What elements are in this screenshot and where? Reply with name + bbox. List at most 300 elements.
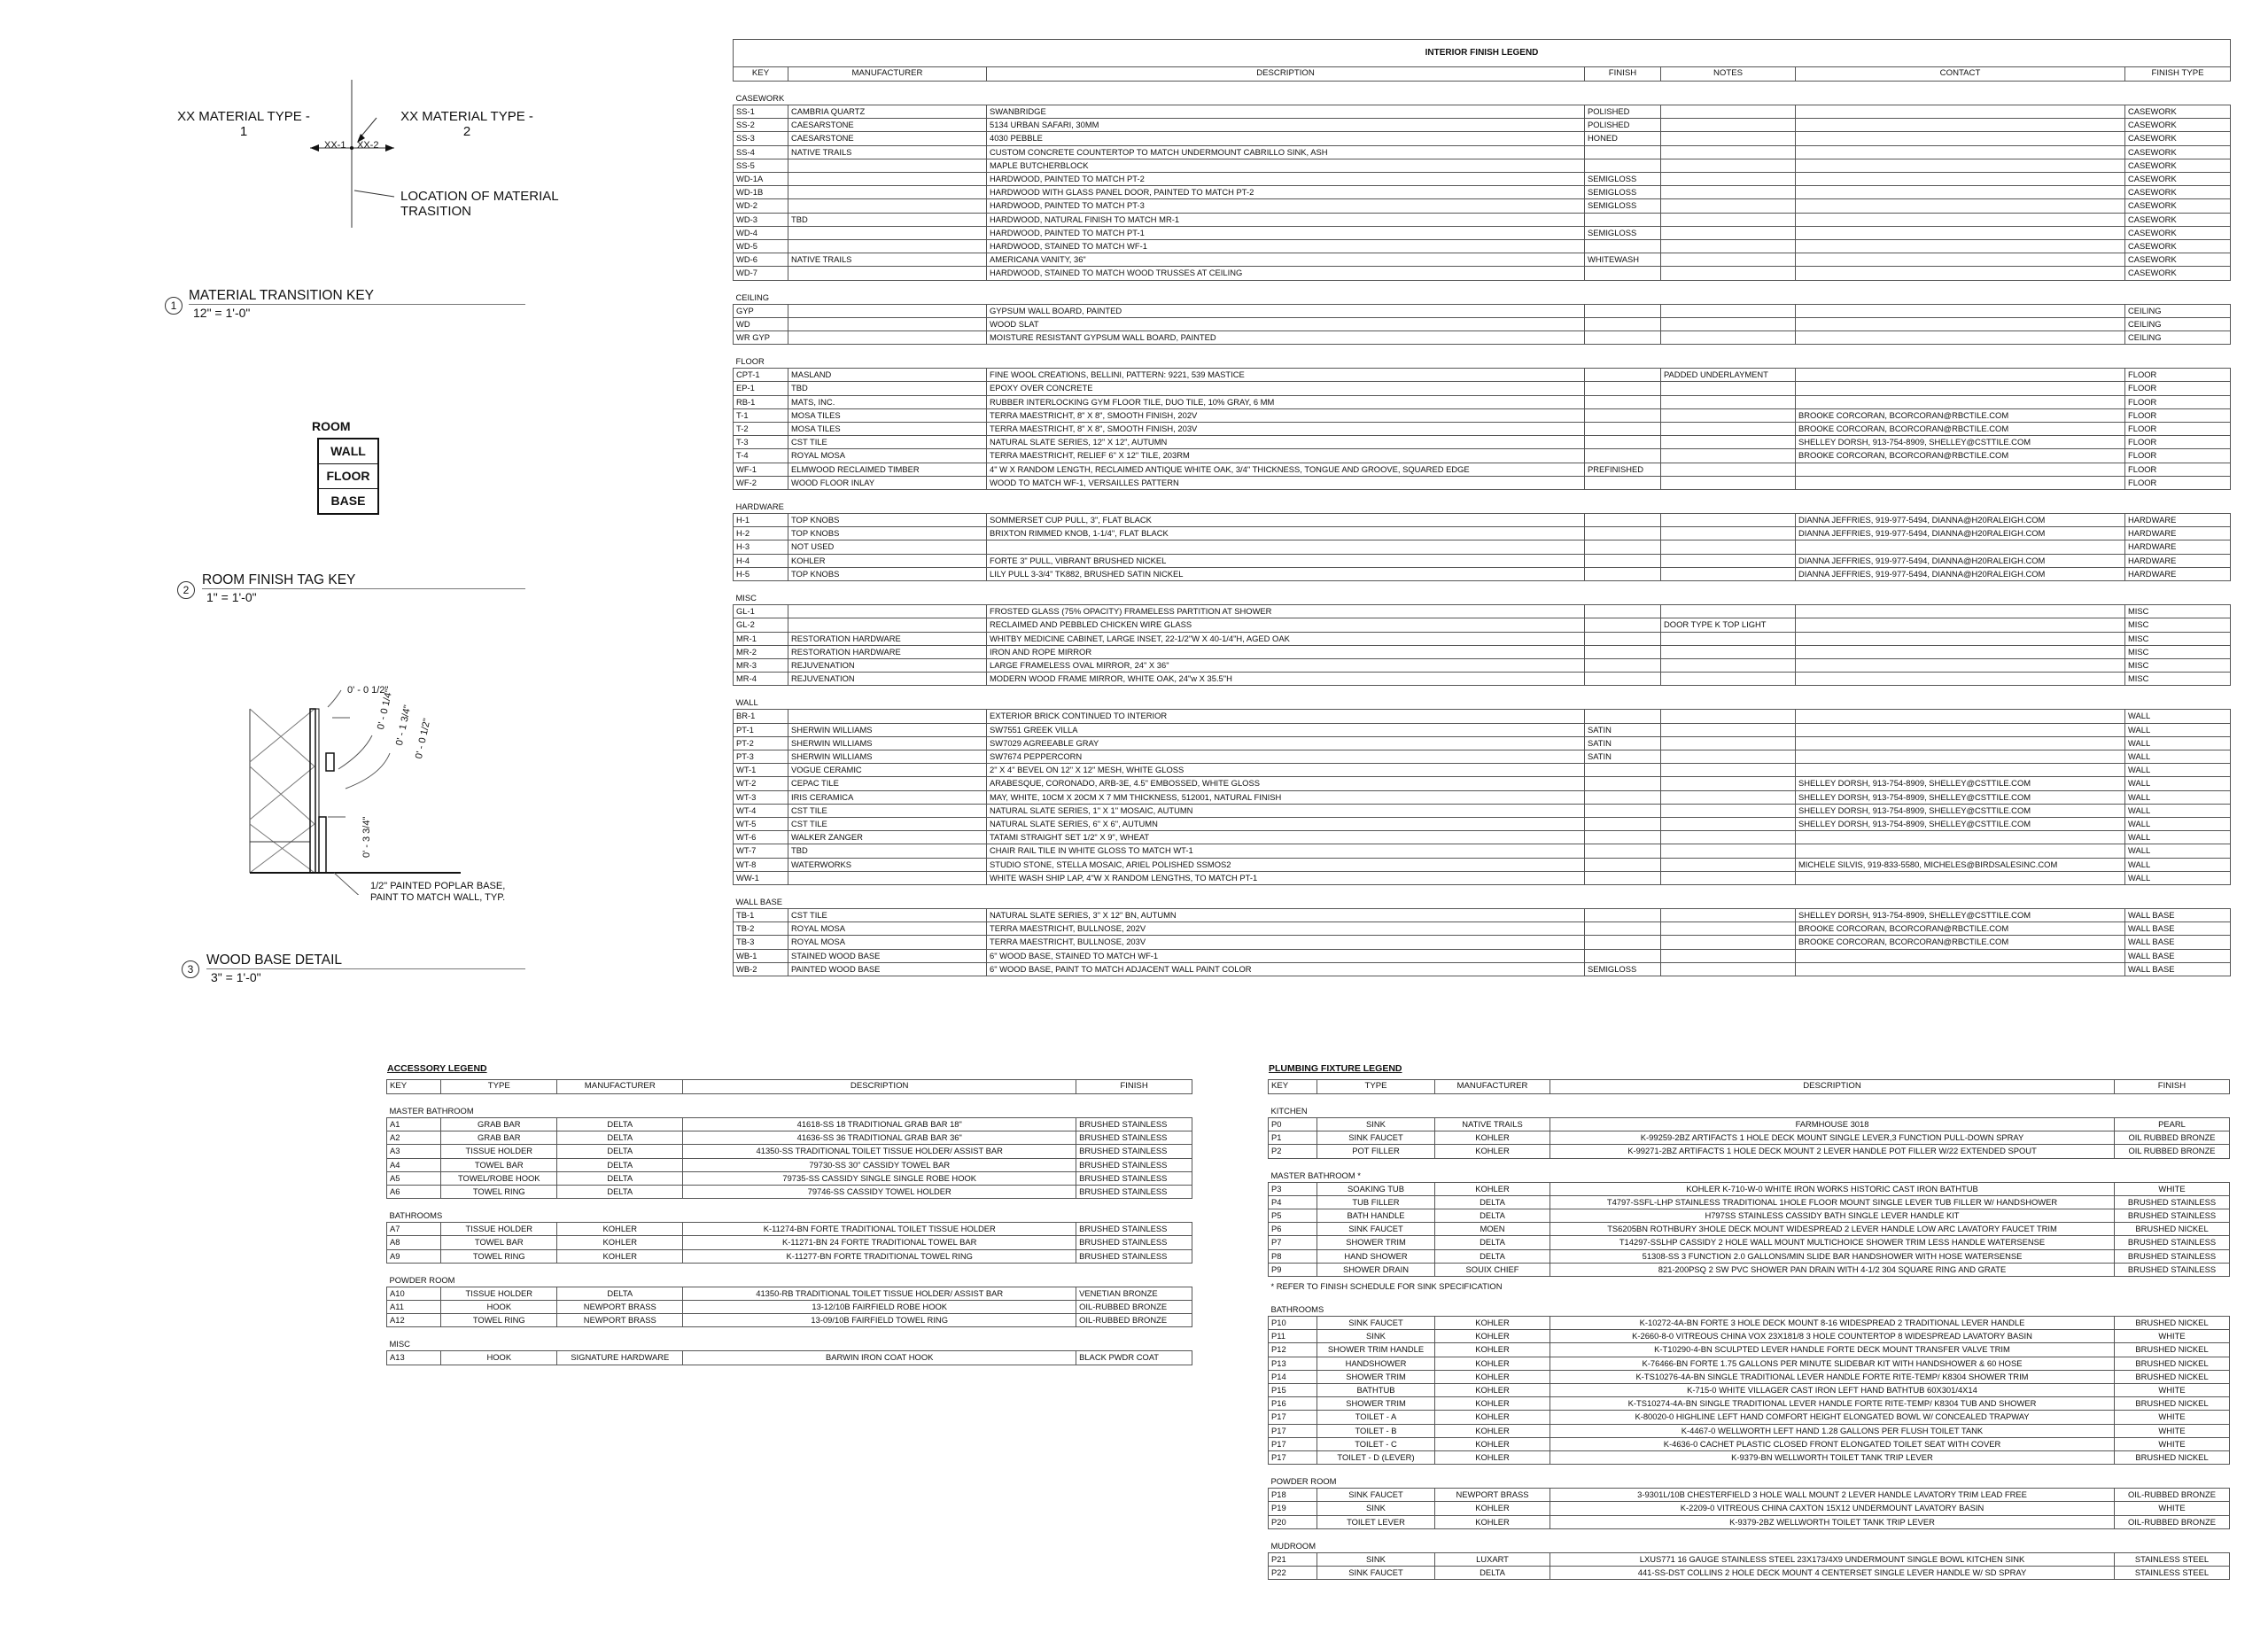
plumbing-cell: WHITE xyxy=(2115,1437,2230,1450)
plumbing-row xyxy=(1269,1330,2230,1343)
plumbing-cell: SINK FAUCET xyxy=(1317,1317,1435,1330)
accessory-row xyxy=(387,1223,1192,1236)
interior-cell xyxy=(1796,618,2125,632)
interior-cell xyxy=(1661,723,1796,736)
interior-cell xyxy=(1585,423,1661,436)
key-title-3: WOOD BASE DETAIL xyxy=(206,953,343,968)
interior-cell xyxy=(1661,764,1796,777)
interior-cell xyxy=(1661,936,1796,949)
interior-cell xyxy=(1661,267,1796,280)
interior-cell: GL-1 xyxy=(734,605,788,618)
section-spacer xyxy=(387,1199,1192,1207)
accessory-legend xyxy=(386,1079,1192,1365)
interior-row xyxy=(734,476,2231,489)
interior-cell xyxy=(1585,790,1661,804)
section-label: CASEWORK xyxy=(735,93,785,103)
accessory-cell: A6 xyxy=(387,1186,441,1199)
plumbing-cell: KOHLER xyxy=(1435,1131,1550,1145)
interior-cell: FLOOR xyxy=(2125,423,2231,436)
plumbing-row xyxy=(1269,1317,2230,1330)
plumbing-cell: KOHLER xyxy=(1435,1343,1550,1357)
interior-cell: HARDWOOD, STAINED TO MATCH WOOD TRUSSES AT CEILING xyxy=(987,267,1585,280)
accessory-cell: OIL-RUBBED BRONZE xyxy=(1076,1314,1192,1327)
interior-cell xyxy=(1796,962,2125,976)
interior-cell xyxy=(1661,750,1796,763)
accessory-cell: K-11271-BN 24 FORTE TRADITIONAL TOWEL BAR xyxy=(683,1236,1076,1249)
accessory-cell: VENETIAN BRONZE xyxy=(1076,1287,1192,1300)
interior-cell: WT-5 xyxy=(734,817,788,830)
plumbing-row xyxy=(1269,1567,2230,1580)
interior-cell xyxy=(1796,317,2125,330)
dim-5: 0' - 3 3/4" xyxy=(361,816,372,858)
plumbing-row xyxy=(1269,1384,2230,1397)
wood-base-drawing xyxy=(239,682,470,895)
interior-cell: SWANBRIDGE xyxy=(987,105,1585,119)
interior-cell: CAMBRIA QUARTZ xyxy=(788,105,987,119)
interior-cell: HARDWOOD WITH GLASS PANEL DOOR, PAINTED TO MATCH PT-2 xyxy=(987,186,1585,199)
acc-col-key: KEY xyxy=(387,1080,441,1094)
interior-cell xyxy=(1661,908,1796,921)
plumbing-cell: P7 xyxy=(1269,1236,1317,1249)
section-header xyxy=(734,89,2231,105)
interior-cell: SS-2 xyxy=(734,119,788,132)
interior-cell: ROYAL MOSA xyxy=(788,449,987,463)
plumbing-cell: P5 xyxy=(1269,1209,1317,1223)
interior-cell xyxy=(1585,908,1661,921)
interior-cell: MR-3 xyxy=(734,658,788,672)
accessory-cell: A12 xyxy=(387,1314,441,1327)
acc-col-manufacturer: MANUFACTURER xyxy=(557,1080,683,1094)
plumbing-cell: KOHLER xyxy=(1435,1397,1550,1411)
interior-cell xyxy=(788,226,987,239)
interior-cell xyxy=(987,540,1585,554)
interior-cell: GYP xyxy=(734,304,788,317)
plumbing-cell: P9 xyxy=(1269,1263,1317,1276)
accessory-row xyxy=(387,1171,1192,1185)
interior-cell xyxy=(1796,145,2125,159)
interior-cell: FROSTED GLASS (75% OPACITY) FRAMELESS PARTITION AT SHOWER xyxy=(987,605,1585,618)
interior-row xyxy=(734,962,2231,976)
interior-cell xyxy=(1661,213,1796,226)
accessory-cell: BRUSHED STAINLESS xyxy=(1076,1118,1192,1131)
interior-cell: WALL BASE xyxy=(2125,949,2231,962)
key-underline-1 xyxy=(189,304,525,305)
interior-row xyxy=(734,632,2231,645)
plumbing-cell: P17 xyxy=(1269,1437,1317,1450)
plumbing-cell: TOILET - C xyxy=(1317,1437,1435,1450)
interior-cell: MASLAND xyxy=(788,369,987,382)
interior-row xyxy=(734,673,2231,686)
plumbing-cell: T4797-SSFL-LHP STAINLESS TRADITIONAL 1HOLE FLOOR MOUNT SINGLE LEVER TUB FILLER W/ HANDSHOWER xyxy=(1550,1195,2115,1209)
location-label: LOCATION OF MATERIAL TRASITION xyxy=(400,189,559,219)
accessory-cell: 41636-SS 36 TRADITIONAL GRAB BAR 36" xyxy=(683,1131,1076,1145)
plumbing-cell: HANDSHOWER xyxy=(1317,1357,1435,1370)
interior-cell xyxy=(1585,554,1661,567)
interior-cell xyxy=(1585,618,1661,632)
plumbing-cell: P17 xyxy=(1269,1451,1317,1465)
interior-cell: H-5 xyxy=(734,567,788,580)
interior-cell: T-2 xyxy=(734,423,788,436)
interior-row xyxy=(734,736,2231,750)
interior-cell xyxy=(1585,527,1661,540)
accessory-row xyxy=(387,1186,1192,1199)
accessory-row xyxy=(387,1236,1192,1249)
interior-cell: SATIN xyxy=(1585,736,1661,750)
section-label: BATHROOMS xyxy=(1270,1304,1324,1315)
plumbing-cell: WHITE xyxy=(2115,1502,2230,1515)
interior-row xyxy=(734,710,2231,723)
interior-cell: SEMIGLOSS xyxy=(1585,199,1661,213)
interior-cell xyxy=(1661,199,1796,213)
accessory-cell: A8 xyxy=(387,1236,441,1249)
interior-cell xyxy=(1661,804,1796,817)
interior-cell xyxy=(1796,723,2125,736)
section-label: KITCHEN xyxy=(1270,1106,1308,1116)
plumbing-cell: HAND SHOWER xyxy=(1317,1249,1435,1263)
accessory-cell: DELTA xyxy=(557,1145,683,1158)
plumbing-cell: P10 xyxy=(1269,1317,1317,1330)
plumbing-cell: KOHLER xyxy=(1435,1384,1550,1397)
interior-cell: HARDWOOD, PAINTED TO MATCH PT-1 xyxy=(987,226,1585,239)
interior-cell: NATURAL SLATE SERIES, 3" X 12" BN, AUTUMN xyxy=(987,908,1585,921)
interior-cell xyxy=(1796,304,2125,317)
interior-cell: POLISHED xyxy=(1585,119,1661,132)
plumbing-cell: SINK FAUCET xyxy=(1317,1567,1435,1580)
interior-cell: MISC xyxy=(2125,618,2231,632)
interior-cell xyxy=(1585,213,1661,226)
accessory-cell: DELTA xyxy=(557,1287,683,1300)
interior-cell: SS-1 xyxy=(734,105,788,119)
section-header xyxy=(387,1101,1192,1118)
interior-cell xyxy=(1585,317,1661,330)
interior-row xyxy=(734,514,2231,527)
interior-cell xyxy=(1585,382,1661,395)
interior-row xyxy=(734,871,2231,884)
interior-cell xyxy=(1796,463,2125,476)
interior-cell xyxy=(1796,173,2125,186)
interior-cell: SATIN xyxy=(1585,750,1661,763)
interior-cell: SS-5 xyxy=(734,159,788,172)
section-label: BATHROOMS xyxy=(389,1210,443,1221)
interior-cell: STAINED WOOD BASE xyxy=(788,949,987,962)
plumbing-cell: SINK FAUCET xyxy=(1317,1131,1435,1145)
interior-cell: WT-4 xyxy=(734,804,788,817)
interior-cell: CST TILE xyxy=(788,817,987,830)
interior-cell xyxy=(1661,831,1796,844)
section-header xyxy=(1269,1472,2230,1489)
col-description: DESCRIPTION xyxy=(987,67,1585,82)
interior-cell xyxy=(788,605,987,618)
interior-row xyxy=(734,253,2231,267)
accessory-cell: TOWEL BAR xyxy=(441,1158,557,1171)
interior-cell xyxy=(1661,777,1796,790)
interior-row xyxy=(734,186,2231,199)
interior-cell: IRIS CERAMICA xyxy=(788,790,987,804)
interior-cell: CST TILE xyxy=(788,804,987,817)
interior-cell: WHITE WASH SHIP LAP, 4"W X RANDOM LENGTHS, TO MATCH PT-1 xyxy=(987,871,1585,884)
interior-row xyxy=(734,408,2231,422)
interior-cell: TERRA MAESTRICHT, BULLNOSE, 203V xyxy=(987,936,1585,949)
interior-cell xyxy=(788,240,987,253)
plumbing-cell: KOHLER xyxy=(1435,1502,1550,1515)
interior-cell: CST TILE xyxy=(788,908,987,921)
col-key: KEY xyxy=(734,67,788,82)
interior-cell: TOP KNOBS xyxy=(788,527,987,540)
plumbing-cell: OIL-RUBBED BRONZE xyxy=(2115,1489,2230,1502)
interior-cell: SHELLEY DORSH, 913-754-8909, SHELLEY@CSTTILE.COM xyxy=(1796,436,2125,449)
interior-cell: FLOOR xyxy=(2125,449,2231,463)
interior-cell: HARDWOOD, NATURAL FINISH TO MATCH MR-1 xyxy=(987,213,1585,226)
interior-cell: TERRA MAESTRICHT, BULLNOSE, 202V xyxy=(987,922,1585,936)
plumbing-cell: POT FILLER xyxy=(1317,1145,1435,1158)
plumbing-cell: BATHTUB xyxy=(1317,1384,1435,1397)
plumbing-cell: BRUSHED NICKEL xyxy=(2115,1357,2230,1370)
interior-cell: CASEWORK xyxy=(2125,105,2231,119)
interior-cell: ROYAL MOSA xyxy=(788,922,987,936)
interior-cell: MISC xyxy=(2125,673,2231,686)
interior-cell: BROOKE CORCORAN, BCORCORAN@RBCTILE.COM xyxy=(1796,408,2125,422)
interior-cell: GYPSUM WALL BOARD, PAINTED xyxy=(987,304,1585,317)
interior-cell: WALL xyxy=(2125,764,2231,777)
interior-cell: WALL xyxy=(2125,750,2231,763)
section-note-row xyxy=(1269,1277,2230,1294)
interior-cell: TB-3 xyxy=(734,936,788,949)
plumbing-row xyxy=(1269,1249,2230,1263)
plumbing-cell: K-9379-2BZ WELLWORTH TOILET TANK TRIP LEVER xyxy=(1550,1515,2115,1528)
interior-cell xyxy=(1585,605,1661,618)
accessory-cell: HOOK xyxy=(441,1301,557,1314)
interior-cell: CST TILE xyxy=(788,436,987,449)
interior-cell: HARDWARE xyxy=(2125,540,2231,554)
plumbing-cell: BRUSHED STAINLESS xyxy=(2115,1249,2230,1263)
interior-cell xyxy=(788,618,987,632)
plumbing-cell: BATH HANDLE xyxy=(1317,1209,1435,1223)
interior-cell xyxy=(1661,226,1796,239)
plb-col-description: DESCRIPTION xyxy=(1550,1080,2115,1094)
section-label: HARDWARE xyxy=(735,502,784,512)
plumbing-cell: WHITE xyxy=(2115,1424,2230,1437)
accessory-cell: K-11274-BN FORTE TRADITIONAL TOILET TISSUE HOLDER xyxy=(683,1223,1076,1236)
accessory-cell: NEWPORT BRASS xyxy=(557,1314,683,1327)
key-number-1: 1 xyxy=(165,297,183,315)
interior-cell xyxy=(1796,632,2125,645)
accessory-cell: DELTA xyxy=(557,1158,683,1171)
interior-cell: CASEWORK xyxy=(2125,253,2231,267)
interior-row xyxy=(734,831,2231,844)
interior-cell: WALL xyxy=(2125,723,2231,736)
interior-cell: SHELLEY DORSH, 913-754-8909, SHELLEY@CSTTILE.COM xyxy=(1796,790,2125,804)
interior-cell: MOSA TILES xyxy=(788,423,987,436)
plumbing-cell: KOHLER xyxy=(1435,1424,1550,1437)
interior-row xyxy=(734,567,2231,580)
accessory-cell: TISSUE HOLDER xyxy=(441,1287,557,1300)
interior-cell: WD-1B xyxy=(734,186,788,199)
plumbing-cell: BRUSHED STAINLESS xyxy=(2115,1195,2230,1209)
plumbing-cell: OIL RUBBED BRONZE xyxy=(2115,1145,2230,1158)
section-spacer xyxy=(734,345,2231,353)
accessory-cell: BRUSHED STAINLESS xyxy=(1076,1249,1192,1263)
plumbing-fixture-legend xyxy=(1268,1079,2230,1580)
interior-cell xyxy=(1661,658,1796,672)
interior-cell xyxy=(1796,267,2125,280)
interior-cell: WB-1 xyxy=(734,949,788,962)
plumbing-cell: K-TS10274-4A-BN SINGLE TRADITIONAL LEVER HANDLE FORTE RITE-TEMP/ K8304 TUB AND SHOWER xyxy=(1550,1397,2115,1411)
interior-cell: FLOOR xyxy=(2125,476,2231,489)
interior-cell xyxy=(1585,436,1661,449)
accessory-cell: TISSUE HOLDER xyxy=(441,1223,557,1236)
interior-cell: TBD xyxy=(788,382,987,395)
plumbing-cell: BRUSHED NICKEL xyxy=(2115,1317,2230,1330)
accessory-cell: NEWPORT BRASS xyxy=(557,1301,683,1314)
plumbing-cell: P8 xyxy=(1269,1249,1317,1263)
acc-col-finish: FINISH xyxy=(1076,1080,1192,1094)
interior-cell xyxy=(788,710,987,723)
interior-row xyxy=(734,804,2231,817)
section-label: WALL xyxy=(735,697,758,708)
plumbing-cell: 3-9301L/10B CHESTERFIELD 3 HOLE WALL MOUNT 2 LEVER HANDLE LAVATORY TRIM LEAD FREE xyxy=(1550,1489,2115,1502)
interior-cell xyxy=(1661,408,1796,422)
interior-cell xyxy=(1585,949,1661,962)
interior-cell: TOP KNOBS xyxy=(788,567,987,580)
interior-row xyxy=(734,132,2231,145)
tag-xx-1: XX-1 xyxy=(324,140,346,151)
interior-cell xyxy=(1661,922,1796,936)
plumbing-cell: P6 xyxy=(1269,1223,1317,1236)
interior-cell xyxy=(1661,632,1796,645)
interior-cell xyxy=(1796,871,2125,884)
accessory-cell: TISSUE HOLDER xyxy=(441,1145,557,1158)
interior-cell: 6" WOOD BASE, PAINT TO MATCH ADJACENT WALL PAINT COLOR xyxy=(987,962,1585,976)
interior-cell: WHITEWASH xyxy=(1585,253,1661,267)
interior-cell xyxy=(1796,213,2125,226)
interior-cell: WOOD TO MATCH WF-1, VERSAILLES PATTERN xyxy=(987,476,1585,489)
plumbing-cell: BRUSHED STAINLESS xyxy=(2115,1236,2230,1249)
plumbing-cell: WHITE xyxy=(2115,1330,2230,1343)
interior-cell xyxy=(1796,132,2125,145)
plumbing-cell: DELTA xyxy=(1435,1209,1550,1223)
interior-row xyxy=(734,304,2231,317)
interior-cell: FLOOR xyxy=(2125,382,2231,395)
interior-cell xyxy=(1796,119,2125,132)
plumbing-cell: K-10272-4A-BN FORTE 3 HOLE DECK MOUNT 8-16 WIDESPREAD 2 TRADITIONAL LEVER HANDLE xyxy=(1550,1317,2115,1330)
interior-cell: FLOOR xyxy=(2125,436,2231,449)
accessory-cell: TOWEL RING xyxy=(441,1249,557,1263)
interior-cell: PREFINISHED xyxy=(1585,463,1661,476)
interior-cell: MR-4 xyxy=(734,673,788,686)
interior-row xyxy=(734,658,2231,672)
interior-cell xyxy=(1796,159,2125,172)
interior-row xyxy=(734,173,2231,186)
plumbing-cell: P12 xyxy=(1269,1343,1317,1357)
interior-cell: RB-1 xyxy=(734,395,788,408)
plumbing-cell: K-715-0 WHITE VILLAGER CAST IRON LEFT HAND BATHTUB 60X301/4X14 xyxy=(1550,1384,2115,1397)
tag-xx-2: XX-2 xyxy=(357,140,379,151)
interior-cell: HARDWOOD, STAINED TO MATCH WF-1 xyxy=(987,240,1585,253)
key-scale-2: 1" = 1'-0" xyxy=(206,590,257,604)
plumbing-cell: MOEN xyxy=(1435,1223,1550,1236)
plumbing-row xyxy=(1269,1209,2230,1223)
interior-row xyxy=(734,936,2231,949)
col-manufacturer: MANUFACTURER xyxy=(788,67,987,82)
plumbing-cell: KOHLER xyxy=(1435,1145,1550,1158)
interior-cell: DIANNA JEFFRIES, 919-977-5494, DIANNA@H20RALEIGH.COM xyxy=(1796,554,2125,567)
interior-cell: CASEWORK xyxy=(2125,119,2231,132)
plb-col-key: KEY xyxy=(1269,1080,1317,1094)
plumbing-cell: SHOWER TRIM HANDLE xyxy=(1317,1343,1435,1357)
interior-cell: WALL xyxy=(2125,831,2231,844)
interior-cell: WHITBY MEDICINE CABINET, LARGE INSET, 22-1/2"W X 40-1/4"H, AGED OAK xyxy=(987,632,1585,645)
plumbing-cell: K-9379-BN WELLWORTH TOILET TANK TRIP LEVER xyxy=(1550,1451,2115,1465)
interior-cell xyxy=(1661,871,1796,884)
accessory-cell: A1 xyxy=(387,1118,441,1131)
interior-cell xyxy=(1661,605,1796,618)
interior-cell xyxy=(1585,145,1661,159)
interior-cell: CASEWORK xyxy=(2125,267,2231,280)
plumbing-cell: SINK FAUCET xyxy=(1317,1223,1435,1236)
section-spacer xyxy=(1269,1094,2230,1102)
interior-cell: BR-1 xyxy=(734,710,788,723)
interior-cell: T-3 xyxy=(734,436,788,449)
interior-cell xyxy=(1661,317,1796,330)
interior-cell: GL-2 xyxy=(734,618,788,632)
plumbing-cell: SINK xyxy=(1317,1502,1435,1515)
interior-cell xyxy=(1585,240,1661,253)
interior-cell: AMERICANA VANITY, 36" xyxy=(987,253,1585,267)
plumbing-cell: SINK xyxy=(1317,1552,1435,1566)
interior-cell: TATAMI STRAIGHT SET 1/2" X 9", WHEAT xyxy=(987,831,1585,844)
accessory-cell: BRUSHED STAINLESS xyxy=(1076,1145,1192,1158)
plumbing-row xyxy=(1269,1182,2230,1195)
interior-cell: MR-2 xyxy=(734,645,788,658)
interior-cell: CASEWORK xyxy=(2125,226,2231,239)
interior-cell: CPT-1 xyxy=(734,369,788,382)
interior-cell xyxy=(788,267,987,280)
interior-row xyxy=(734,645,2231,658)
interior-cell: BRIXTON RIMMED KNOB, 1-1/4", FLAT BLACK xyxy=(987,527,1585,540)
interior-cell xyxy=(1585,922,1661,936)
interior-cell: STUDIO STONE, STELLA MOSAIC, ARIEL POLISHED SSMOS2 xyxy=(987,858,1585,871)
interior-cell: VOGUE CERAMIC xyxy=(788,764,987,777)
interior-row xyxy=(734,105,2231,119)
interior-finish-legend xyxy=(733,39,2231,976)
interior-cell xyxy=(788,159,987,172)
interior-cell xyxy=(1796,369,2125,382)
interior-cell: WD-3 xyxy=(734,213,788,226)
interior-row xyxy=(734,226,2231,239)
interior-cell xyxy=(1585,632,1661,645)
interior-cell: WF-2 xyxy=(734,476,788,489)
section-header xyxy=(387,1334,1192,1351)
plumbing-cell: P16 xyxy=(1269,1397,1317,1411)
section-spacer xyxy=(387,1094,1192,1102)
accessory-cell: GRAB BAR xyxy=(441,1131,557,1145)
interior-cell: MODERN WOOD FRAME MIRROR, WHITE OAK, 24"w X 35.5"H xyxy=(987,673,1585,686)
plumbing-cell: P4 xyxy=(1269,1195,1317,1209)
plumbing-cell: KOHLER xyxy=(1435,1411,1550,1424)
plumbing-cell: TOILET - A xyxy=(1317,1411,1435,1424)
plumbing-row xyxy=(1269,1343,2230,1357)
interior-cell: WALL xyxy=(2125,844,2231,858)
accessory-cell: A10 xyxy=(387,1287,441,1300)
interior-cell xyxy=(1661,436,1796,449)
section-label: MISC xyxy=(735,593,757,603)
plumbing-cell: BRUSHED STAINLESS xyxy=(2115,1209,2230,1223)
interior-cell: SW7674 PEPPERCORN xyxy=(987,750,1585,763)
plumbing-cell: KOHLER xyxy=(1435,1357,1550,1370)
interior-cell xyxy=(1661,710,1796,723)
interior-cell: WD-4 xyxy=(734,226,788,239)
section-header xyxy=(1269,1166,2230,1183)
